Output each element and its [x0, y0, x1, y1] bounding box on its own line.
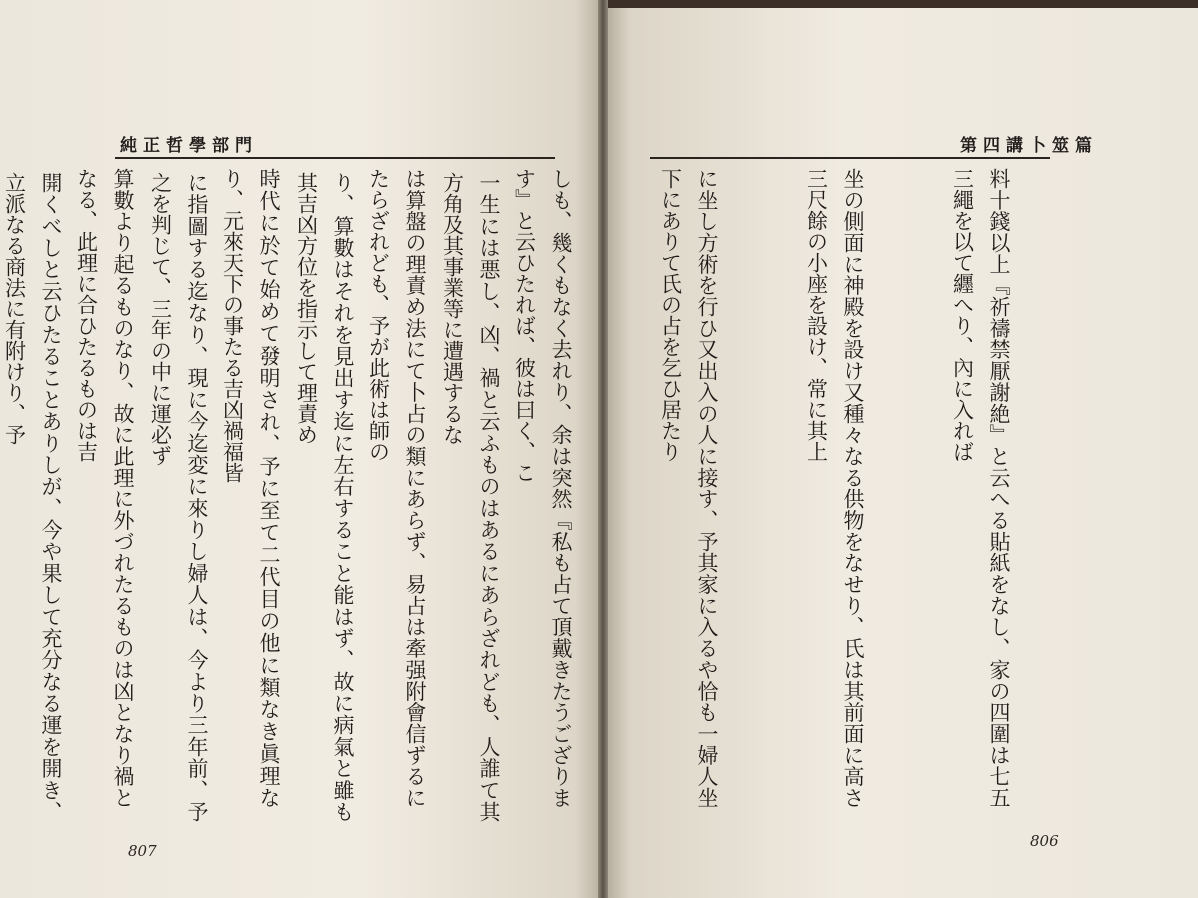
text-column: 算數より起るものなり、故に此理に外づれたるものは凶となり禍となる、此理に合ひたるものは吉: [74, 168, 135, 808]
text-column: に指圖する迄なり、現に今迄変に來りし婦人は、今より三年前、予之を判じて、三年の中に運必ず: [148, 172, 209, 823]
right-page-number: 806: [1030, 832, 1059, 850]
text-column: は算盤の理責め法にて卜占の類にあらず、易占は牽强附會信ずるにたらざれども、予が此術は師の: [366, 168, 427, 808]
text-column: 開くべしと云ひたることありしが、今や果して充分なる運を開き、立派なる商法に有附けり、予: [2, 172, 63, 822]
text-column: 一生には悪し、凶、禍と云ふものはあるにあらざれども、人誰て其方角及其事業等に遭遇するな: [440, 172, 501, 822]
left-page-number: 807: [128, 842, 157, 860]
text-column: に坐し方術を行ひ又出入の人に接す、予其家に入るや恰も一婦人坐下にありて氏の占を乞ひ居たり: [658, 168, 719, 809]
text-column: しも、幾くもなく去れり、余は突然『私も占て頂戴きたうござります』と云ひたれば、彼は曰く、こ: [512, 168, 573, 808]
text-column: 坐の側面に神殿を設け又種々なる供物をなせり、氏は其前面に高さ三尺餘の小座を設け、常に其上: [804, 168, 865, 808]
right-page-header: 第四講卜筮篇: [960, 136, 1098, 156]
left-header-rule: [115, 157, 555, 159]
text-column: 時代に於て始めて發明され、予に至て二代目の他に類なき眞理なり、元來天下の事たる吉凶禍福皆: [220, 168, 281, 808]
text-column: り、算數はそれを見出す迄に左右すること能はず、故に病氣と雖も其吉凶方位を指示して理責め: [294, 172, 355, 822]
right-header-rule: [650, 157, 1050, 159]
left-page-header: 純正哲學部門: [120, 136, 258, 156]
text-column: 料十錢以上『祈禱禁厭謝絶』と云へる貼紙をなし、家の四圍は七五三繩を以て纒へり、內に入れば: [950, 168, 1011, 808]
